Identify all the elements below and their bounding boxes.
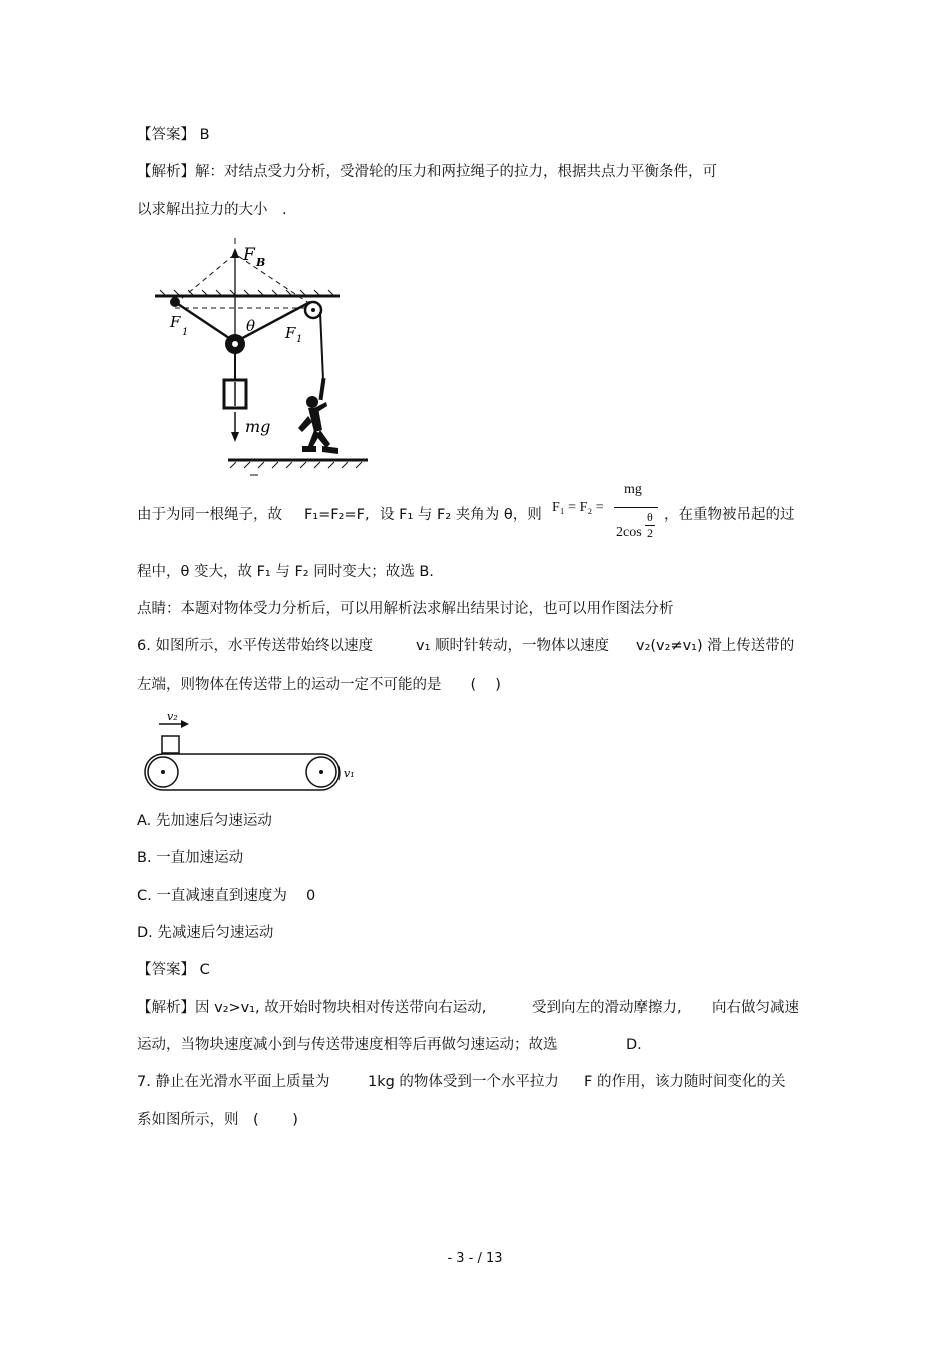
formula-fraction-bar xyxy=(614,507,658,508)
q5-analysis-line-1: 【解析】解：对结点受力分析，受滑轮的压力和两拉绳子的拉力，根据共点力平衡条件，可 xyxy=(137,164,717,180)
fb-label: F xyxy=(243,245,255,265)
q5-explain-c: 设 F₁ 与 F₂ 夹角为 θ，则 xyxy=(380,507,542,523)
f1-right-sub: 1 xyxy=(296,334,303,345)
q6-analysis-1b: 受到向左的滑动摩擦力, xyxy=(532,1000,682,1016)
q5-explain-line-2: 程中，θ 变大，故 F₁ 与 F₂ 同时变大；故选 B. xyxy=(137,564,434,580)
q6-answer: 【答案】 C xyxy=(137,962,210,978)
formula-den-theta: θ xyxy=(647,510,653,524)
formula-den-prefix: 2cos xyxy=(616,525,642,540)
theta-label: θ xyxy=(246,317,256,335)
q6-stem-1b: v₁ 顺时针转动，一物体以速度 xyxy=(416,638,610,654)
q5-explain-a: 由于为同一根绳子，故 xyxy=(137,507,282,523)
person-figure xyxy=(298,378,338,454)
q5-comment: 点睛：本题对物体受力分析后，可以用解析法求解出结果讨论，也可以用作图法分析 xyxy=(137,601,674,617)
q5-analysis-line-2: 以求解出拉力的大小 . xyxy=(137,202,287,218)
q6-stem-1c: v₂(v₂≠v₁) 滑上传送带的 xyxy=(636,638,795,654)
rope-to-person xyxy=(320,312,323,380)
formula-numerator: mg xyxy=(624,482,642,497)
q6-option-b: B. 一直加速运动 xyxy=(137,850,244,866)
q7-stem-1c: F 的作用，该力随时间变化的关 xyxy=(584,1074,786,1090)
pulley-force-diagram xyxy=(150,232,380,482)
q6-analysis-1c: 向右做匀减速 xyxy=(712,1000,799,1016)
v1-label: v₁ xyxy=(344,767,355,780)
fb-label-sub: B xyxy=(256,256,266,269)
q7-stem-2: 系如图所示，则 ( ) xyxy=(137,1112,298,1128)
q6-analysis-2a: 运动，当物块速度减小到与传送带速度相等后再做匀速运动；故选 xyxy=(137,1037,558,1053)
q5-answer: 【答案】 B xyxy=(137,127,210,143)
q6-stem-1a: 6. 如图所示，水平传送带始终以速度 xyxy=(137,638,373,654)
q5-explain-b: F₁=F₂=F, xyxy=(304,507,370,523)
conveyor-belt-diagram xyxy=(143,710,368,795)
formula-lhs: F₁ = F₂ = xyxy=(552,500,604,515)
f1-right-label: F xyxy=(285,324,296,342)
q6-analysis-1a: 【解析】因 v₂>v₁, 故开始时物块相对传送带向右运动, xyxy=(137,1000,487,1016)
mg-label: mg xyxy=(245,417,271,436)
q6-option-d: D. 先减速后匀速运动 xyxy=(137,925,274,941)
q6-stem-2: 左端，则物体在传送带上的运动一定不可能的是 ( ) xyxy=(137,677,501,693)
fb-arrowhead xyxy=(231,248,239,258)
formula-den-two: 2 xyxy=(647,526,653,540)
q5-explain-d: ，在重物被吊起的过 xyxy=(664,507,795,523)
q6-option-a: A. 先加速后匀速运动 xyxy=(137,813,272,829)
f1-left-label: F xyxy=(170,313,181,331)
f1-left-sub: 1 xyxy=(182,327,189,338)
block xyxy=(162,736,179,753)
q7-stem-1b: 1kg 的物体受到一个水平拉力 xyxy=(368,1074,559,1090)
v2-label: v₂ xyxy=(167,710,178,723)
q6-option-c: C. 一直减速直到速度为 0 xyxy=(137,888,316,904)
q6-analysis-2b: D. xyxy=(626,1037,642,1053)
q7-stem-1a: 7. 静止在光滑水平面上质量为 xyxy=(137,1074,330,1090)
page-number: - 3 - / 13 xyxy=(447,1251,503,1266)
